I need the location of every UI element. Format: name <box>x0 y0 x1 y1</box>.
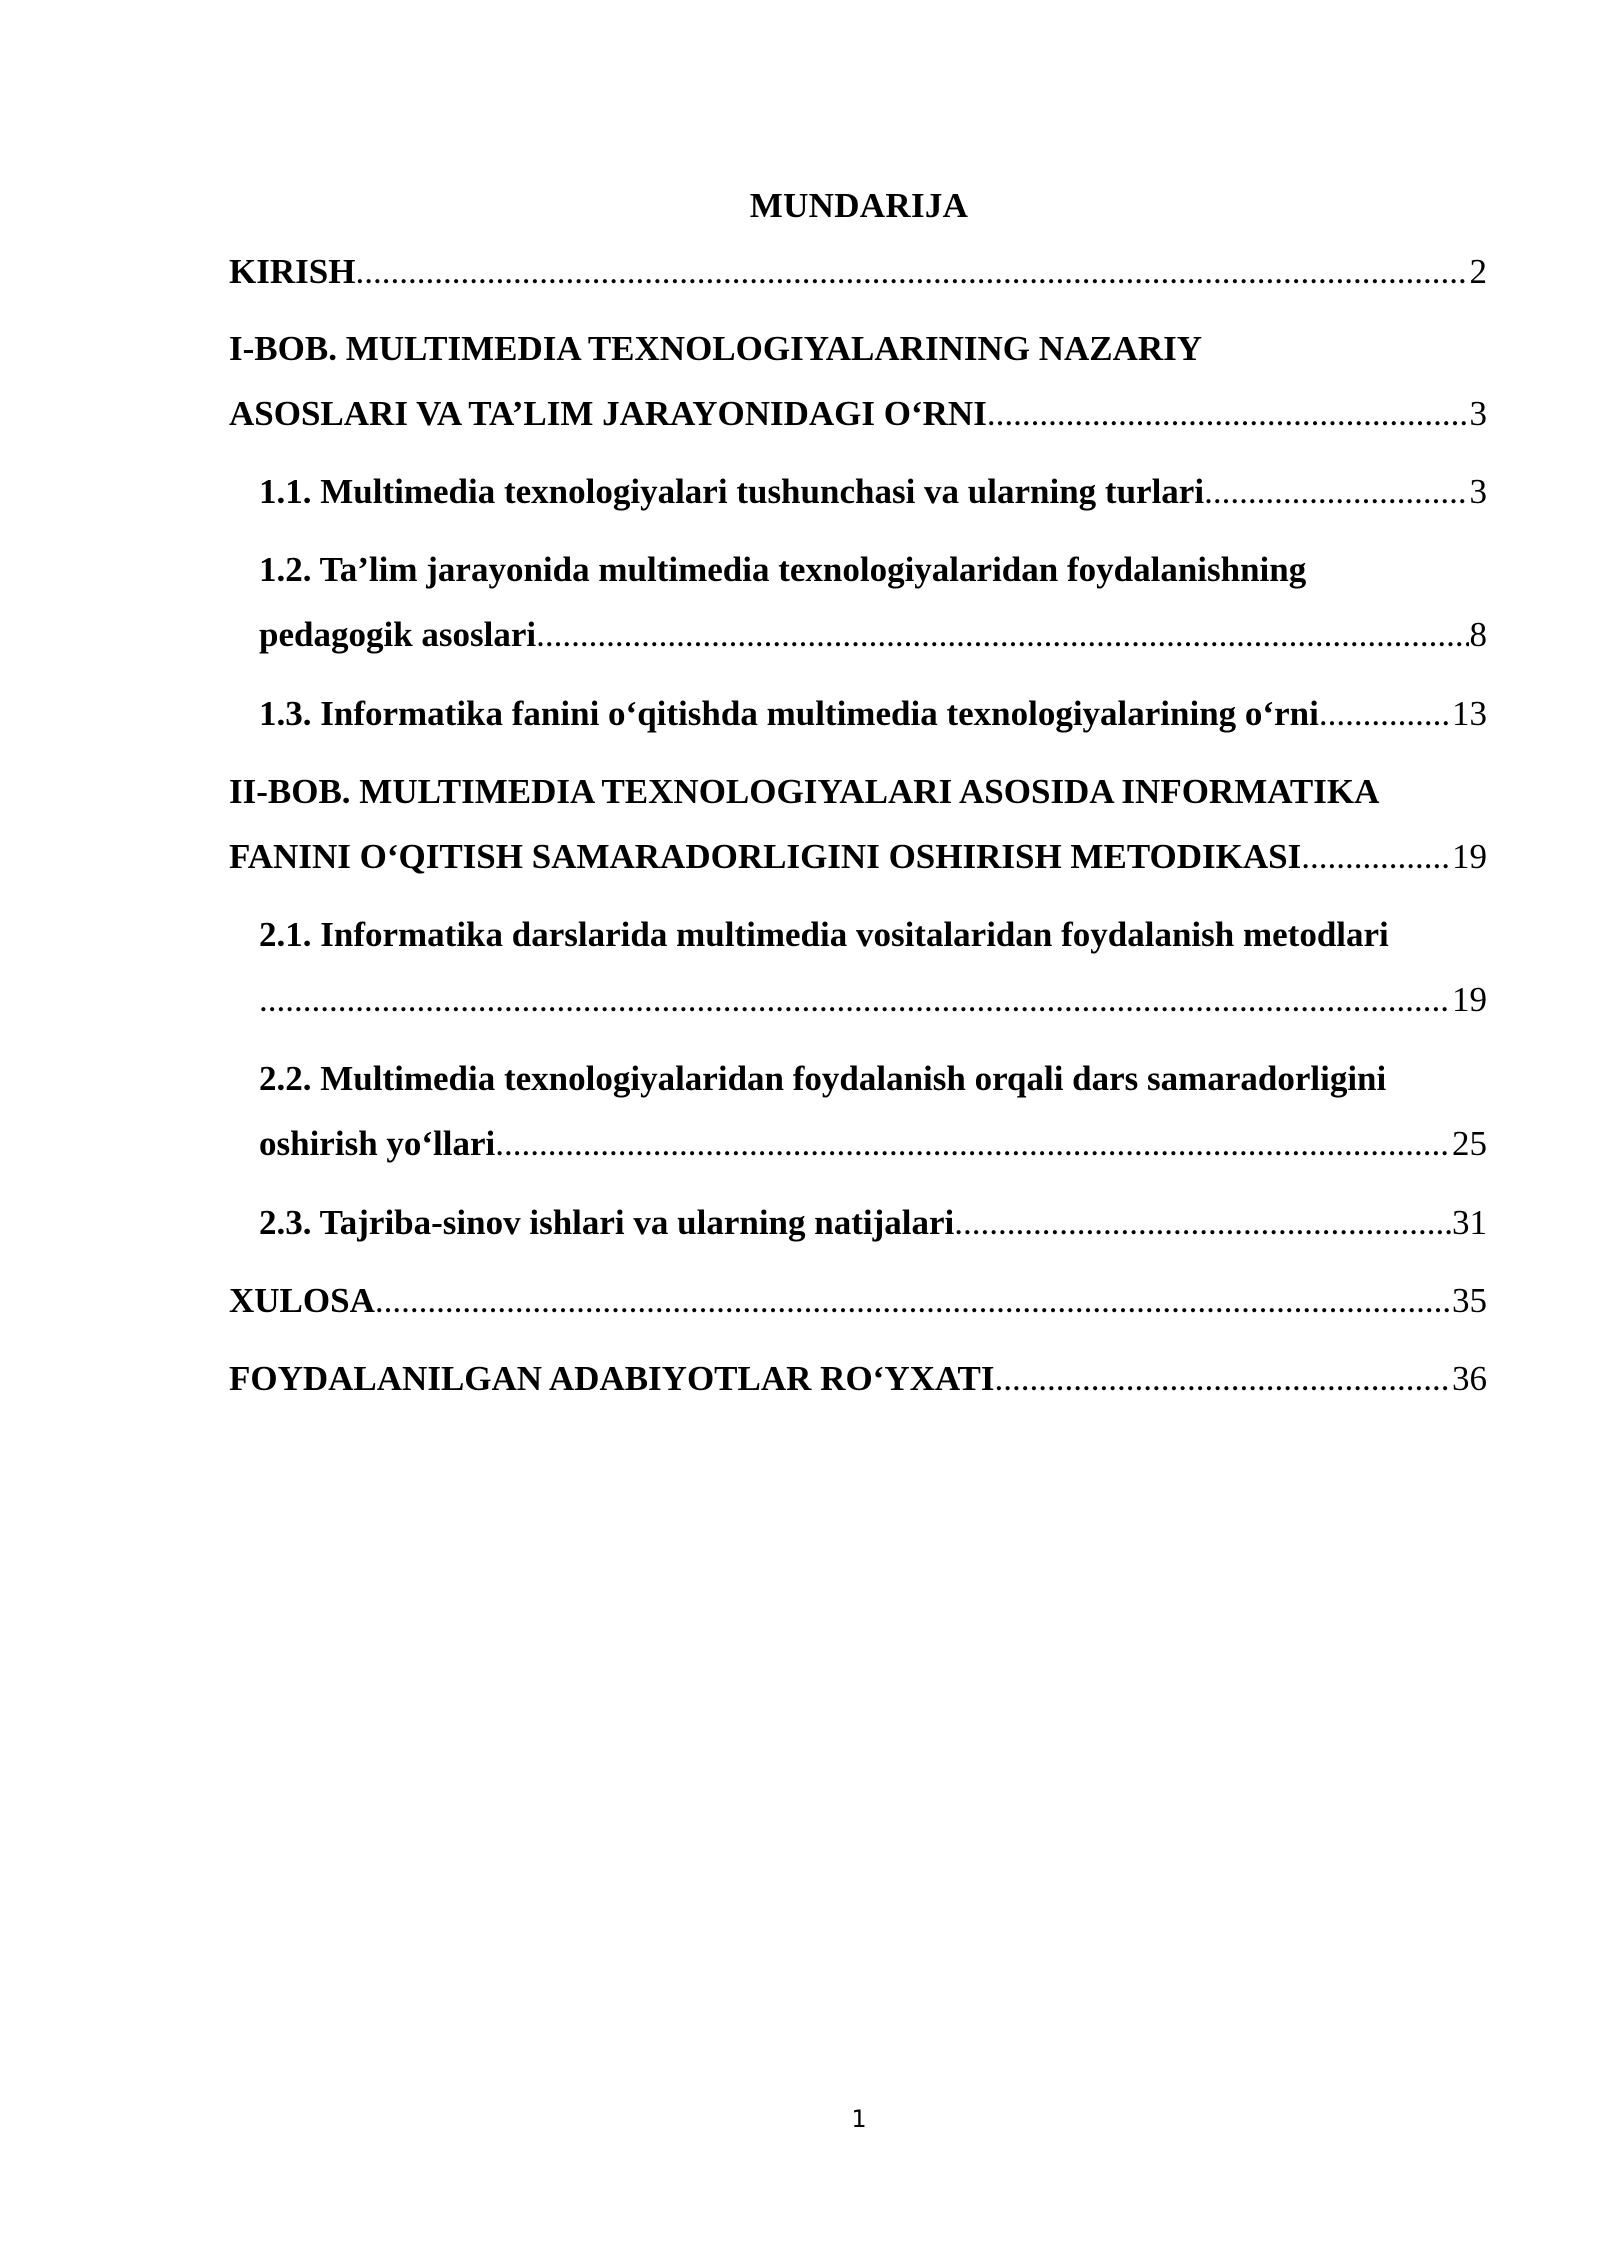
dot-leader <box>987 392 1469 436</box>
toc-page-number: 35 <box>1452 1281 1487 1320</box>
toc-entry-section-1-3[interactable] <box>259 692 1487 736</box>
toc-page-number: 3 <box>1469 394 1487 433</box>
toc-entry-label-continued: FANINI O‘QITISH SAMARADORLIGINI OSHIRISH METODIKASI <box>229 837 1302 876</box>
toc-entry-label: 2.1. Informatika darslarida multimedia vositalaridan foydalanish metodlari <box>259 915 1389 954</box>
toc-entry-label-continued: ASOSLARI VA TA’LIM JARAYONIDAGI O‘RNI <box>229 394 987 433</box>
toc-entry-label: 2.3. Tajriba-sinov ishlari va ularning natijalari <box>259 1203 955 1242</box>
toc-page-number: 19 <box>1452 980 1487 1019</box>
toc-entry-section-2-3[interactable] <box>259 1201 1487 1245</box>
toc-entry-xulosa[interactable] <box>229 1279 1487 1323</box>
dot-leader <box>375 1279 1451 1323</box>
toc-entry-chapter-1[interactable] <box>229 327 1487 436</box>
toc-entry-kirish[interactable] <box>229 250 1487 294</box>
toc-entry-section-1-1[interactable] <box>259 470 1487 514</box>
dot-leader <box>1301 835 1451 879</box>
toc-entry-label-continued: oshirish yo‘llari <box>259 1124 496 1163</box>
toc-page-number: 2 <box>1469 252 1487 291</box>
toc-entry-label: XULOSA <box>229 1281 375 1320</box>
toc-title: MUNDARIJA <box>749 186 969 225</box>
dot-leader <box>355 250 1468 294</box>
toc-entry-label: 1.2. Ta’lim jarayonida multimedia texnologiyalaridan foydalanishning <box>259 550 1307 589</box>
dot-leader <box>259 978 1451 1022</box>
dot-leader <box>995 1357 1451 1401</box>
dot-leader <box>536 613 1468 657</box>
dot-leader <box>954 1201 1451 1245</box>
toc-entry-section-1-2[interactable] <box>259 548 1487 657</box>
toc-entry-label: 2.2. Multimedia texnologiyalaridan foydalanish orqali dars samaradorligini <box>259 1059 1387 1098</box>
toc-page-number: 13 <box>1452 694 1487 733</box>
toc-page-number: 25 <box>1452 1124 1487 1163</box>
toc-page-number: 19 <box>1452 837 1487 876</box>
toc-page-number: 36 <box>1452 1359 1487 1398</box>
toc-entry-label: FOYDALANILGAN ADABIYOTLAR RO‘YXATI <box>229 1359 995 1398</box>
toc-page-number: 31 <box>1452 1203 1487 1242</box>
dot-leader <box>1319 692 1451 736</box>
toc-entry-label: 1.1. Multimedia texnologiyalari tushunchasi va ularning turlari <box>259 472 1205 511</box>
toc-entry-section-2-2[interactable] <box>259 1057 1487 1166</box>
toc-entry-label: II-BOB. MULTIMEDIA TEXNOLOGIYALARI ASOSIDA INFORMATIKA <box>229 772 1380 811</box>
page-number-footer: 1 <box>851 2105 867 2133</box>
toc-entry-label: 1.3. Informatika fanini o‘qitishda multimedia texnologiyalarining o‘rni <box>259 694 1319 733</box>
toc-entry-references[interactable] <box>229 1357 1487 1401</box>
toc-entry-label-continued: pedagogik asoslari <box>259 615 537 654</box>
dot-leader <box>1204 470 1468 514</box>
toc-entry-chapter-2[interactable] <box>229 770 1487 879</box>
toc-page-number: 8 <box>1469 615 1487 654</box>
toc-entry-section-2-1[interactable] <box>259 913 1487 1022</box>
dot-leader <box>495 1122 1451 1166</box>
toc-entry-label: I-BOB. MULTIMEDIA TEXNOLOGIYALARINING NAZARIY <box>229 329 1203 368</box>
toc-page-number: 3 <box>1469 472 1487 511</box>
toc-entry-label: KIRISH <box>229 252 356 291</box>
